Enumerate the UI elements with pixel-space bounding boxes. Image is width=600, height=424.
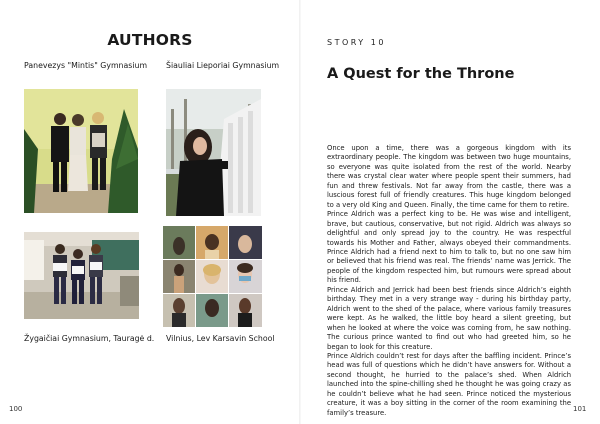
book-gutter	[299, 0, 301, 424]
story-body	[327, 144, 571, 418]
photo-vilnius-collage	[163, 226, 262, 327]
authors-heading: AUTHORS	[107, 31, 193, 49]
story-paragraph: Prince Aldrich was a perfect king to be. He was wise and intelligent, brave, but cautious, conservative, but not rigid. Aldrich was always so delightful and only spread joy to the country. He was respectful towards his Mother and Father, always obeyed their commandments. Prince Aldrich had a friend next to him to talk to, but no one saw him or believed that his friend was real. The friends’ name was Jerrick. The people of the kingdom respected him, but rumours were spread about his friend.	[327, 210, 571, 285]
school-label-panevezys: Panevezys "Mintis" Gymnasium	[24, 61, 148, 70]
photo-panevezys-students	[24, 89, 138, 213]
school-label-siauliai: Šiauliai Lieporiai Gymnasium	[166, 61, 280, 70]
school-label-vilnius: Vilnius, Lev Karsavin School	[166, 334, 275, 343]
story-label: STORY 10	[327, 38, 386, 47]
photo-zygaiciai-students	[24, 232, 139, 319]
page-number-left: 100	[9, 405, 23, 413]
story-paragraph: Prince Aldrich and Jerrick had been best friends since Aldrich’s eighth birthday. They met in a very strange way - during his birthday party, Aldrich went to the shed of the palace, where various family treasures were kept. As he walked, the little boy heard a silent greeting, but when he looked at where the voice was coming from, he saw nothing. The curious prince wanted to find out who had greeted him, so he began to look for this creature.	[327, 285, 571, 351]
story-paragraph: Prince Aldrich couldn’t rest for days after the baffling incident. Prince’s head was full of questions which he didn’t have answers for. Without a second thought, he hurried to the palace’s shed. When Aldrich launched into the spine-chilling shed he thought he was going crazy as he couldn’t believe what he had seen. Prince noticed the mysterious creature, it was a boy sitting in the corner of the room examining the family’s treasure.	[327, 351, 571, 417]
school-label-zygaiciai: Žygaičiai Gymnasium, Tauragė d.	[24, 334, 155, 343]
story-paragraph: Once upon a time, there was a gorgeous kingdom with its extraordinary people. The kingdom was between two huge mountains, so everyone was quite isolated from the rest of the world. Nearby there was crystal clear water where people spent their summers, had fun and threw festivals. Not far away from the castle, there was a luscious forest full of friendly creatures. This huge kingdom belonged to a very old King and Queen. Finally, the time came for them to retire.	[327, 144, 571, 209]
page-number-right: 101	[573, 405, 587, 413]
story-title: A Quest for the Throne	[327, 66, 515, 82]
photo-siauliai-student	[166, 89, 261, 216]
